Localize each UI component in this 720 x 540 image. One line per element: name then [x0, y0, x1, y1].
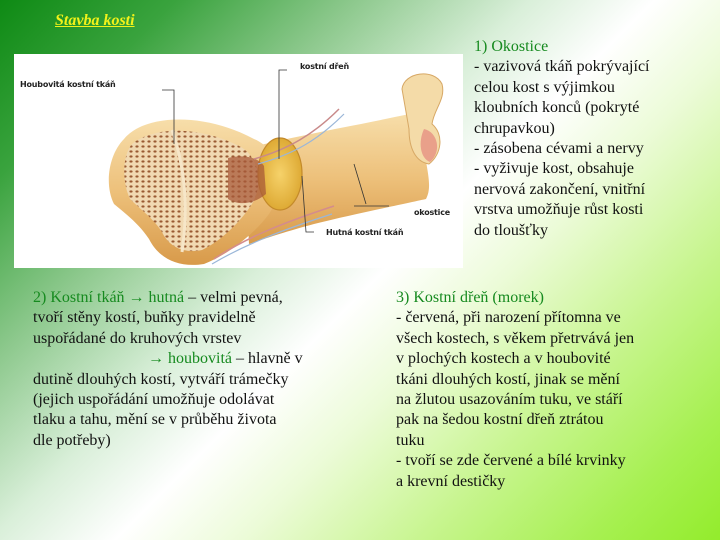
section-heading: 3) Kostní dřeň (morek) — [396, 289, 544, 306]
text-line: tvoří stěny kostí, buňky pravidelně — [33, 309, 256, 327]
text-line: tlaku a tahu, mění se v průběhu života — [33, 411, 277, 429]
text-line: dle potřeby) — [33, 431, 111, 449]
text-line: tuku — [396, 431, 425, 449]
text-line: a krevní destičky — [396, 472, 506, 490]
text-line: - červená, při narození přítomna ve — [396, 309, 621, 327]
section-heading: 2) Kostní tkáň → hutná — [33, 289, 185, 306]
text-line: vrstva umožňuje růst kosti — [474, 201, 644, 219]
label-periosteum: okostice — [414, 208, 450, 217]
text-line: (jejich uspořádání umožňuje odolávat — [33, 391, 275, 409]
text-line: - zásobena cévami a nervy — [474, 140, 644, 158]
text-line: - vazivová tkáň pokrývající — [474, 58, 650, 76]
section-bone-tissue — [33, 288, 303, 451]
text-line: nervová zakončení, vnitřní — [474, 180, 646, 198]
text-line: chrupavkou) — [474, 119, 555, 137]
section-heading-line — [33, 288, 303, 308]
text-line: tkáni dlouhých kostí, jinak se mění — [396, 370, 620, 388]
label-compact-bone: Hutná kostní tkáň — [326, 228, 404, 237]
text-line: - vyživuje kost, obsahuje — [474, 160, 634, 178]
text-line: uspořádané do kruhových vrstev — [33, 329, 242, 347]
text-line: kloubních konců (pokryté — [474, 99, 640, 117]
text-fragment: – velmi pevná, — [184, 289, 283, 306]
bone-diagram — [14, 54, 463, 268]
section-bone-marrow — [396, 288, 634, 492]
label-bone-marrow: kostní dřeň — [300, 62, 350, 71]
text-fragment: – hlavně v — [232, 350, 303, 368]
section-heading: 1) Okostice — [474, 38, 549, 55]
text-line: celou kost s výjimkou — [474, 78, 615, 96]
text-line: na žlutou usazováním tuku, ve stáří — [396, 391, 623, 409]
sub-heading: → houbovitá — [148, 350, 232, 368]
label-spongy-bone: Houbovitá kostní tkáň — [20, 80, 116, 89]
text-line: - tvoří se zde červené a bílé krvinky — [396, 452, 626, 470]
text-line: do tloušťky — [474, 221, 548, 239]
section-periosteum — [474, 37, 650, 241]
text-line: všech kostech, s věkem přetrvává jen — [396, 329, 635, 347]
slide-title[interactable]: Stavba kosti — [55, 12, 135, 29]
text-line: v plochých kostech a v houbovité — [396, 350, 611, 368]
sub-heading-line — [33, 349, 303, 369]
text-line: dutině dlouhých kostí, vytváří trámečky — [33, 370, 289, 388]
text-line: pak na šedou kostní dřeň ztrátou — [396, 411, 604, 429]
